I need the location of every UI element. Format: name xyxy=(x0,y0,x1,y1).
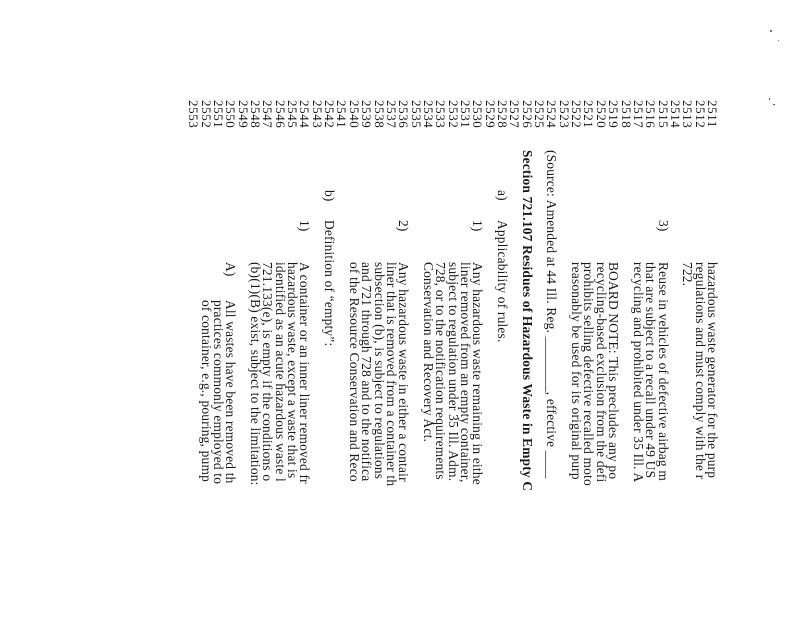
scan-speck xyxy=(773,104,775,105)
document-line: b) xyxy=(322,190,338,202)
line-number: 2550 xyxy=(223,100,239,129)
document-line: All wastes have been removed th xyxy=(223,300,239,484)
line-number: 2545 xyxy=(285,100,301,129)
document-line: of the Resource Conservation and Reco xyxy=(346,262,362,482)
line-number: 2538 xyxy=(371,100,387,129)
line-number: 2549 xyxy=(235,100,251,129)
line-number: 2546 xyxy=(272,100,288,129)
document-line: 1) xyxy=(470,220,486,232)
document-line: BOARD NOTE: This precludes any po xyxy=(606,262,622,480)
line-number: 2534 xyxy=(420,100,436,129)
line-number: 2524 xyxy=(544,100,560,129)
document-line: 1) xyxy=(297,220,313,232)
line-number: 2514 xyxy=(667,100,683,129)
document-line: liner removed from an empty container, xyxy=(458,262,473,483)
line-number: 2551 xyxy=(211,100,226,129)
document-line: regulations and must comply with the r xyxy=(692,262,708,480)
line-number: 2511 xyxy=(705,100,720,128)
scan-speck xyxy=(769,98,770,100)
line-number: 2539 xyxy=(359,100,375,129)
document-line: subject to regulation under 35 Ill. Adm. xyxy=(445,262,461,482)
line-number: 2516 xyxy=(643,100,659,129)
line-number: 2533 xyxy=(433,100,449,129)
document-line: A) xyxy=(223,262,239,277)
line-number: 2544 xyxy=(297,100,313,129)
document-line: Applicability of rules. xyxy=(495,220,511,343)
line-number: 2520 xyxy=(593,100,609,129)
line-number: 2537 xyxy=(383,100,399,129)
section-heading: Section 721.107 Residues of Hazardous Waste in Empty C xyxy=(519,150,535,492)
line-number: 2547 xyxy=(260,100,276,129)
document-line: subsection (b), is subject to regulations xyxy=(371,262,387,480)
scan-speck xyxy=(770,30,772,32)
line-number: 2530 xyxy=(470,100,486,129)
document-line: hazardous waste, except a waste that is xyxy=(285,262,301,479)
document-line: Any hazardous waste in either a contair xyxy=(396,262,412,482)
line-number: 2515 xyxy=(655,100,671,129)
document-line: recycling and prohibited under 35 Ill. A xyxy=(630,262,646,483)
rotated-document-page xyxy=(180,0,800,618)
line-number: 2532 xyxy=(445,100,461,129)
document-line: recycling-based exclusion from the defi xyxy=(593,262,609,483)
line-number: 2531 xyxy=(458,100,473,129)
document-line: that are subject to a recall under 49 US xyxy=(643,262,659,479)
line-number: 2553 xyxy=(186,100,202,129)
line-number: 2519 xyxy=(606,100,622,129)
line-number: 2526 xyxy=(519,100,535,129)
document-line: and 721 through 728 and to the notifica xyxy=(359,262,375,482)
document-line: 728, or to the notification requirements xyxy=(433,262,449,480)
line-number: 2528 xyxy=(495,100,511,129)
document-line: reasonably be used for its original purp xyxy=(569,262,585,480)
line-number: 2512 xyxy=(692,100,708,129)
document-line: hazardous waste generator for the purp xyxy=(705,262,720,479)
line-number: 2518 xyxy=(618,100,634,129)
line-number: 2525 xyxy=(532,100,548,129)
line-number: 2548 xyxy=(248,100,264,129)
line-number: 2527 xyxy=(507,100,523,129)
document-line: Definition of “empty”: xyxy=(322,220,338,347)
document-line: 722. xyxy=(680,262,696,287)
document-line: of container, e.g., pouring, pump xyxy=(198,300,214,482)
line-number: 2542 xyxy=(322,100,338,129)
line-number: 2529 xyxy=(482,100,498,129)
line-number: 2535 xyxy=(408,100,424,129)
document-line: Reuse in vehicles of defective airbag m xyxy=(655,262,671,481)
scan-speck xyxy=(778,40,779,41)
document-line: practices commonly employed to xyxy=(211,300,226,485)
line-number: 2522 xyxy=(569,100,585,129)
line-number: 2513 xyxy=(680,100,696,129)
document-line: a) xyxy=(495,190,511,201)
line-number: 2523 xyxy=(556,100,572,129)
document-line: Conservation and Recovery Act. xyxy=(420,262,436,443)
document-line: identified as an acute hazardous waste l xyxy=(272,262,288,482)
line-number: 2517 xyxy=(630,100,646,129)
line-number: 2536 xyxy=(396,100,412,129)
document-line: 2) xyxy=(396,220,412,232)
line-number: 2540 xyxy=(346,100,362,129)
document-line: (Source: Amended at 44 Ill. Reg. ________, effective ____ xyxy=(544,150,560,479)
line-number: 2543 xyxy=(309,100,325,129)
document-line: liner that is removed from a container th xyxy=(383,262,399,487)
document-line: 721.133(e), is empty if the conditions o xyxy=(260,262,276,482)
document-line: prohibits selling defective recalled moto xyxy=(581,262,597,486)
line-number: 2552 xyxy=(198,100,214,129)
line-number: 2541 xyxy=(334,100,350,129)
document-line: 3) xyxy=(655,220,671,232)
document-line: Any hazardous waste remaining in eithe xyxy=(470,262,486,485)
document-line: A container or an inner liner removed fr xyxy=(297,262,313,484)
document-line: (b)(1)(B) exist, subject to the limitation: xyxy=(248,262,264,486)
line-number: 2521 xyxy=(581,100,597,129)
